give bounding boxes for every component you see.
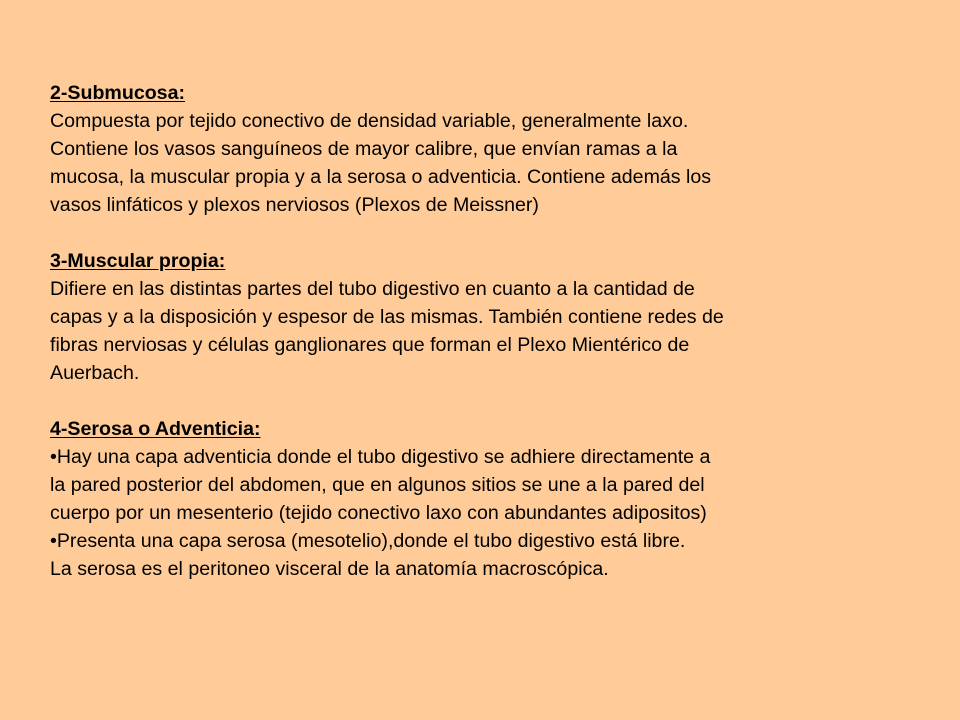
section-heading: 3-Muscular propia:: [50, 250, 226, 272]
paragraph-line: capas y a la disposición y espesor de las mismas. También contiene redes de: [50, 306, 724, 328]
section-heading: 4-Serosa o Adventicia:: [50, 418, 261, 440]
paragraph-line: La serosa es el peritoneo visceral de la anatomía macroscópica.: [50, 558, 609, 580]
slide-body: [50, 79, 920, 583]
section-submucosa: [50, 79, 920, 219]
paragraph-line: Difiere en las distintas partes del tubo digestivo en cuanto a la cantidad de: [50, 278, 695, 300]
paragraph-line: vasos linfáticos y plexos nerviosos (Plexos de Meissner): [50, 194, 539, 216]
paragraph-line: •Presenta una capa serosa (mesotelio),donde el tubo digestivo está libre.: [50, 530, 686, 552]
paragraph-line: Contiene los vasos sanguíneos de mayor calibre, que envían ramas a la: [50, 138, 678, 160]
paragraph-line: mucosa, la muscular propia y a la serosa o adventicia. Contiene además los: [50, 166, 712, 188]
paragraph-line: cuerpo por un mesenterio (tejido conectivo laxo con abundantes adipositos): [50, 502, 707, 524]
section-heading: 2-Submucosa:: [50, 82, 186, 104]
paragraph-line: fibras nerviosas y células ganglionares que forman el Plexo Mientérico de: [50, 334, 690, 356]
paragraph-line: Auerbach.: [50, 362, 140, 384]
paragraph-line: la pared posterior del abdomen, que en algunos sitios se une a la pared del: [50, 474, 705, 496]
section-muscular-propia: [50, 247, 920, 387]
paragraph-line: Compuesta por tejido conectivo de densidad variable, generalmente laxo.: [50, 110, 689, 132]
paragraph-line: •Hay una capa adventicia donde el tubo digestivo se adhiere directamente a: [50, 446, 711, 468]
section-serosa-adventicia: [50, 415, 920, 583]
